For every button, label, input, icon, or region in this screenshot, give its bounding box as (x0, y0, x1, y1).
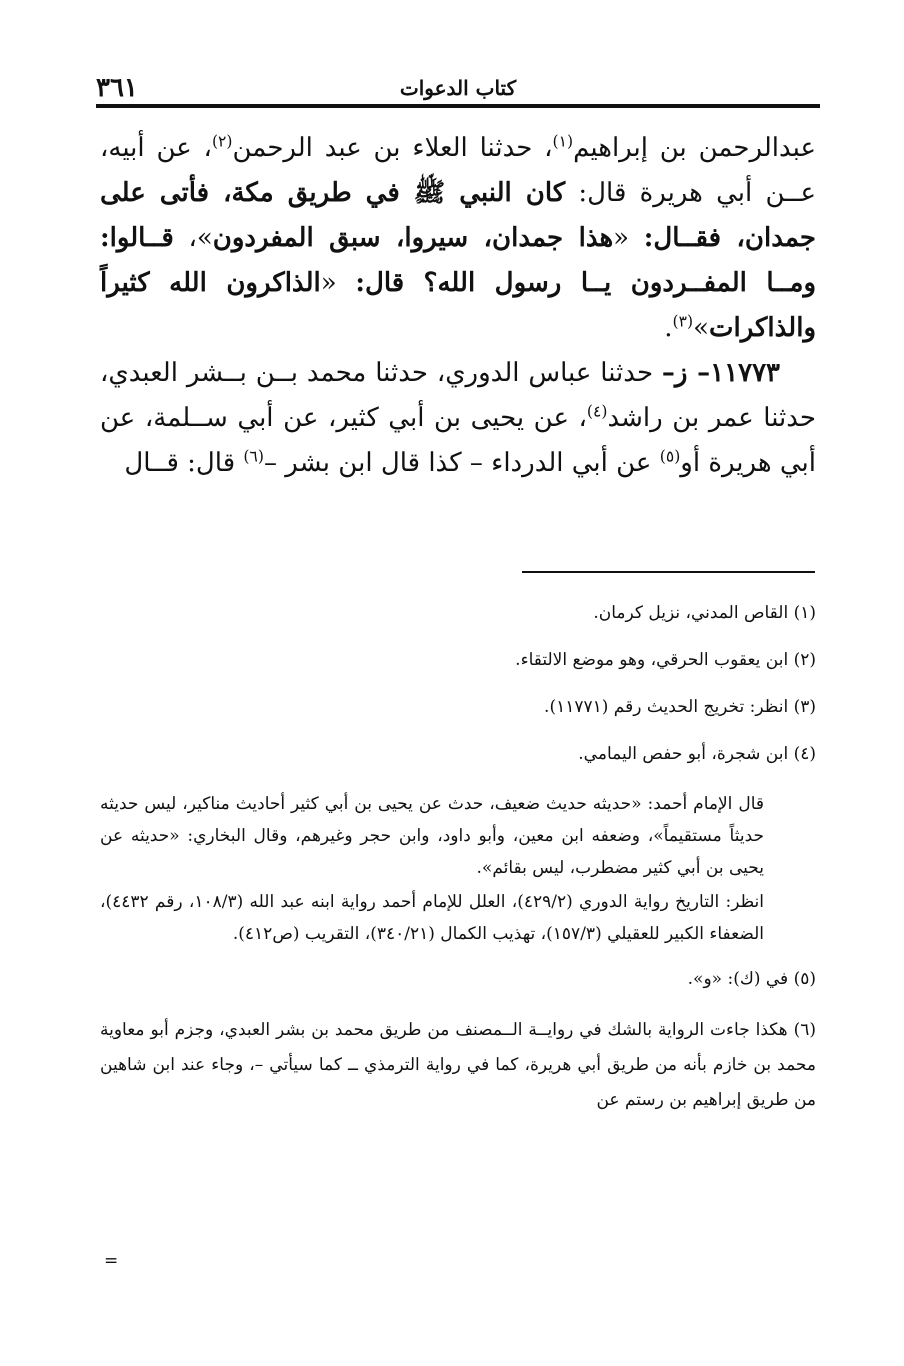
continuation-mark: = (104, 1251, 119, 1271)
header-title: كتاب الدعوات (399, 76, 517, 100)
bold-text: قــالوا: ومــا المفــردون يــا رسول الله؟ قال: (100, 223, 817, 298)
bold-text: الذاكرون الله كثيراً والذاكرات (100, 268, 816, 343)
text-run: « (613, 223, 644, 253)
footnote-ref-1: (١) (552, 132, 574, 151)
bold-text: كان النبي ﷺ في طريق مكة، فأتى على جمدان، فقــال: (100, 178, 816, 253)
footnote-ref-4: (٤) (586, 402, 608, 421)
running-header (96, 73, 820, 104)
paragraph-hadith-11773 (100, 351, 816, 486)
text-run: ، عن يحيى بن أبي كثير، عن أبي ســلمة، عن أبي هريرة أو (100, 403, 816, 478)
main-text (100, 126, 816, 486)
text-run: قال: قــال (124, 448, 244, 478)
text-run: حدثنا عباس الدوري، حدثنا محمد بــن بــشر العبدي، حدثنا عمر بن راشد (100, 358, 816, 433)
footnote-ref-3: (٣) (672, 312, 694, 331)
text-run: ، عن أبيه، عــن أبي هريرة قال: (100, 133, 816, 208)
text-run: عبدالرحمن بن إبراهيم (573, 133, 816, 163)
footnote-5: (٥) في (ك): «و». (687, 969, 816, 989)
text-run: « (320, 268, 356, 298)
footnote-ref-6: (٦) (243, 447, 264, 466)
page-number: ٣٦١ (96, 73, 138, 103)
bold-text: هذا جمدان، سيروا، سبق المفردون (212, 223, 614, 253)
footnote-4-sources: انظر: التاريخ رواية الدوري (٤٢٩/٢)، العلل للإمام أحمد رواية ابنه عبد الله (١٠٨/٣، رقم ٤٤٣٢)، الضعفاء الكبير للعقيلي (١٥٧/٣)، تهذيب الكمال (٣٤٠/٢١)، التقريب (ص٤١٢). (100, 892, 765, 944)
text-run: » (693, 313, 709, 343)
text-run: عن أبي الدرداء – كذا قال ابن بشر – (264, 448, 660, 478)
text-run: . (664, 313, 673, 343)
footnote-1: (١) القاص المدني، نزيل كرمان. (593, 603, 816, 623)
text-run: ، حدثنا العلاء بن عبد الرحمن (232, 133, 553, 163)
footnote-3: (٣) انظر: تخريج الحديث رقم (١١٧٧١). (544, 697, 816, 717)
paragraph-hadith-continuation (100, 126, 816, 351)
footnote-ref-5: (٥) (659, 447, 681, 466)
footnote-4: (٤) ابن شجرة، أبو حفص اليمامي. (578, 744, 816, 764)
footnote-4-quote: قال الإمام أحمد: «حديثه حديث ضعيف، حدث عن يحيى بن أبي كثير أحاديث مناكير، ليس حديثه حديثاً مستقيماً»، وضعفه ابن معين، وأبو داود، وابن حجر وغيرهم، وقال البخاري: «حديثه عن يحيى بن أبي كثير مضطرب، ليس بقائم». (100, 794, 764, 878)
footnote-2: (٢) ابن يعقوب الحرقي، وهو موضع الالتقاء. (515, 650, 816, 670)
text-run: »، (173, 223, 213, 253)
footnotes (100, 600, 816, 1118)
hadith-number: ١١٧٧٣– ز– (661, 358, 780, 388)
header-rule (96, 104, 820, 108)
footnote-ref-2: (٢) (211, 132, 233, 151)
footnote-separator (522, 571, 815, 573)
footnote-6: (٦) هكذا جاءت الرواية بالشك في روايــة الــمصنف من طريق محمد بن بشر العبدي، وجزم أبو معاوية محمد بن خازم بأنه من طريق أبي هريرة، كما في رواية الترمذي ــ كما سيأتي –، وجاء عند ابن شاهين من طريق إبراهيم بن رستم عن (100, 1020, 816, 1110)
